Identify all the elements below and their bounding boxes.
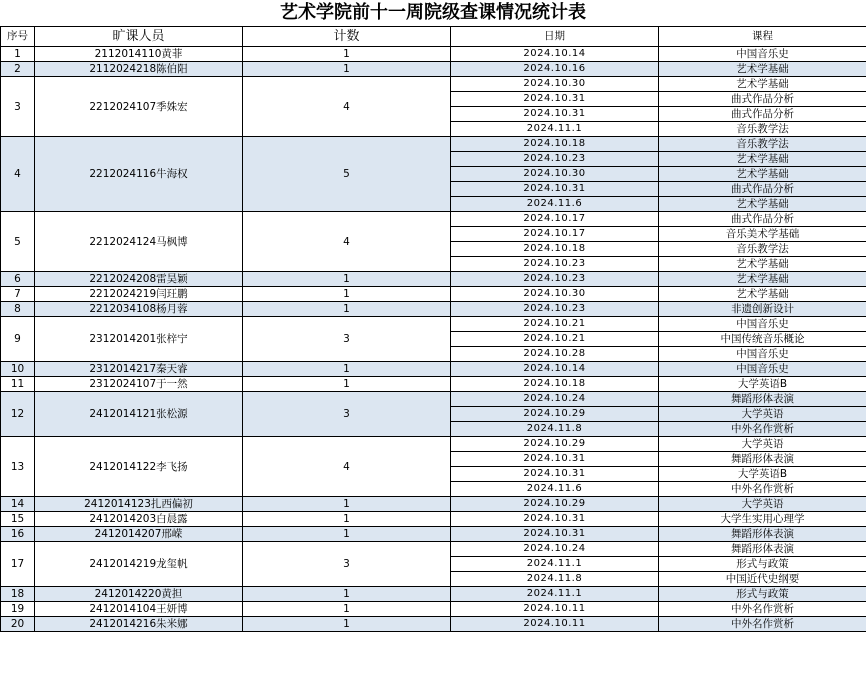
date-cell[interactable]: 2024.10.31 (451, 467, 659, 482)
course-cell[interactable]: 音乐教学法 (659, 122, 866, 137)
table-row (1, 437, 866, 452)
count-cell[interactable]: 4 (243, 212, 451, 272)
row-number-cell[interactable]: 13 (1, 437, 35, 497)
course-cell[interactable]: 舞蹈形体表演 (659, 542, 866, 557)
date-cell[interactable]: 2024.10.30 (451, 287, 659, 302)
row-number-cell[interactable]: 1 (1, 47, 35, 62)
table-body (1, 47, 866, 632)
count-cell[interactable]: 3 (243, 542, 451, 587)
course-cell[interactable]: 曲式作品分析 (659, 182, 866, 197)
course-cell[interactable]: 中外名作赏析 (659, 617, 866, 632)
row-number-cell[interactable]: 16 (1, 527, 35, 542)
student-cell[interactable]: 2212034108杨月蓉 (35, 302, 243, 317)
course-cell[interactable]: 大学英语B (659, 467, 866, 482)
count-cell[interactable]: 4 (243, 77, 451, 137)
header-course[interactable]: 课程 (659, 27, 866, 47)
course-cell[interactable]: 大学英语 (659, 497, 866, 512)
row-number-cell[interactable]: 20 (1, 617, 35, 632)
attendance-table (0, 26, 866, 632)
count-cell[interactable]: 3 (243, 317, 451, 362)
count-cell[interactable]: 3 (243, 392, 451, 437)
date-cell[interactable]: 2024.10.31 (451, 182, 659, 197)
date-cell[interactable]: 2024.10.31 (451, 107, 659, 122)
row-number-cell[interactable]: 11 (1, 377, 35, 392)
date-cell[interactable]: 2024.10.29 (451, 497, 659, 512)
table-row (1, 47, 866, 62)
date-cell[interactable]: 2024.10.31 (451, 92, 659, 107)
row-number-cell[interactable]: 18 (1, 587, 35, 602)
student-cell[interactable]: 2112014110黄菲 (35, 47, 243, 62)
course-cell[interactable]: 艺术学基础 (659, 257, 866, 272)
student-cell[interactable]: 2412014121张松源 (35, 392, 243, 437)
course-cell[interactable]: 中国音乐史 (659, 362, 866, 377)
student-cell[interactable]: 2312024107于一然 (35, 377, 243, 392)
student-cell[interactable]: 2412014104王妍博 (35, 602, 243, 617)
row-number-cell[interactable]: 17 (1, 542, 35, 587)
row-number-cell[interactable]: 10 (1, 362, 35, 377)
student-cell[interactable]: 2112024218陈伯阳 (35, 62, 243, 77)
date-cell[interactable]: 2024.10.23 (451, 302, 659, 317)
date-cell[interactable]: 2024.10.18 (451, 377, 659, 392)
table-row (1, 587, 866, 602)
student-cell[interactable]: 2412014216朱米娜 (35, 617, 243, 632)
date-cell[interactable]: 2024.10.23 (451, 272, 659, 287)
table-row (1, 137, 866, 152)
course-cell[interactable]: 艺术学基础 (659, 167, 866, 182)
count-cell[interactable]: 1 (243, 602, 451, 617)
course-cell[interactable]: 艺术学基础 (659, 197, 866, 212)
date-cell[interactable]: 2024.10.30 (451, 77, 659, 92)
table-row (1, 617, 866, 632)
row-number-cell[interactable]: 6 (1, 272, 35, 287)
count-cell[interactable]: 1 (243, 497, 451, 512)
student-cell[interactable]: 2212024208雷昊颖 (35, 272, 243, 287)
date-cell[interactable]: 2024.11.8 (451, 572, 659, 587)
course-cell[interactable]: 中国音乐史 (659, 47, 866, 62)
row-number-cell[interactable]: 4 (1, 137, 35, 212)
count-cell[interactable]: 1 (243, 287, 451, 302)
course-cell[interactable]: 艺术学基础 (659, 152, 866, 167)
course-cell[interactable]: 艺术学基础 (659, 272, 866, 287)
date-cell[interactable]: 2024.10.31 (451, 512, 659, 527)
course-cell[interactable]: 音乐教学法 (659, 137, 866, 152)
date-cell[interactable]: 2024.10.11 (451, 617, 659, 632)
table-row (1, 362, 866, 377)
header-name[interactable]: 旷课人员 (35, 27, 243, 47)
date-cell[interactable]: 2024.11.1 (451, 557, 659, 572)
course-cell[interactable]: 大学生实用心理学 (659, 512, 866, 527)
course-cell[interactable]: 曲式作品分析 (659, 107, 866, 122)
header-row (1, 27, 866, 47)
course-cell[interactable]: 曲式作品分析 (659, 212, 866, 227)
date-cell[interactable]: 2024.10.17 (451, 227, 659, 242)
count-cell[interactable]: 4 (243, 437, 451, 497)
course-cell[interactable]: 曲式作品分析 (659, 92, 866, 107)
date-cell[interactable]: 2024.10.18 (451, 137, 659, 152)
count-cell[interactable]: 1 (243, 587, 451, 602)
course-cell[interactable]: 艺术学基础 (659, 62, 866, 77)
course-cell[interactable]: 大学英语 (659, 437, 866, 452)
course-cell[interactable]: 舞蹈形体表演 (659, 452, 866, 467)
course-cell[interactable]: 中外名作赏析 (659, 602, 866, 617)
table-row (1, 302, 866, 317)
date-cell[interactable]: 2024.10.29 (451, 437, 659, 452)
course-cell[interactable]: 中国传统音乐概论 (659, 332, 866, 347)
header-date[interactable]: 日期 (451, 27, 659, 47)
course-cell[interactable]: 形式与政策 (659, 587, 866, 602)
count-cell[interactable]: 1 (243, 512, 451, 527)
row-number-cell[interactable]: 8 (1, 302, 35, 317)
date-cell[interactable]: 2024.10.31 (451, 527, 659, 542)
date-cell[interactable]: 2024.10.23 (451, 152, 659, 167)
course-cell[interactable]: 中外名作赏析 (659, 482, 866, 497)
count-cell[interactable]: 1 (243, 377, 451, 392)
table-row (1, 212, 866, 227)
course-cell[interactable]: 中国音乐史 (659, 347, 866, 362)
date-cell[interactable]: 2024.10.30 (451, 167, 659, 182)
student-cell[interactable]: 2312014217秦天睿 (35, 362, 243, 377)
row-number-cell[interactable]: 9 (1, 317, 35, 362)
course-cell[interactable]: 大学英语B (659, 377, 866, 392)
table-row (1, 317, 866, 332)
student-cell[interactable]: 2412014207邢嵘 (35, 527, 243, 542)
date-cell[interactable]: 2024.10.31 (451, 452, 659, 467)
row-number-cell[interactable]: 2 (1, 62, 35, 77)
date-cell[interactable]: 2024.10.14 (451, 362, 659, 377)
course-cell[interactable]: 非遗创新设计 (659, 302, 866, 317)
course-cell[interactable]: 形式与政策 (659, 557, 866, 572)
table-row (1, 512, 866, 527)
row-number-cell[interactable]: 12 (1, 392, 35, 437)
date-cell[interactable]: 2024.10.18 (451, 242, 659, 257)
table-row (1, 602, 866, 617)
table-row (1, 542, 866, 557)
sheet-title: 艺术学院前十一周院级查课情况统计表 (280, 2, 586, 23)
row-number-cell[interactable]: 15 (1, 512, 35, 527)
course-cell[interactable]: 艺术学基础 (659, 77, 866, 92)
count-cell[interactable]: 5 (243, 137, 451, 212)
course-cell[interactable]: 大学英语 (659, 407, 866, 422)
date-cell[interactable]: 2024.11.6 (451, 197, 659, 212)
row-number-cell[interactable]: 14 (1, 497, 35, 512)
table-row (1, 77, 866, 92)
date-cell[interactable]: 2024.11.6 (451, 482, 659, 497)
row-number-cell[interactable]: 19 (1, 602, 35, 617)
course-cell[interactable]: 中国音乐史 (659, 317, 866, 332)
table-row (1, 497, 866, 512)
course-cell[interactable]: 舞蹈形体表演 (659, 527, 866, 542)
date-cell[interactable]: 2024.11.1 (451, 587, 659, 602)
student-cell[interactable]: 2412014122李飞扬 (35, 437, 243, 497)
course-cell[interactable]: 艺术学基础 (659, 287, 866, 302)
row-number-cell[interactable]: 3 (1, 77, 35, 137)
student-cell[interactable]: 2312014201张梓宁 (35, 317, 243, 362)
date-cell[interactable]: 2024.10.21 (451, 317, 659, 332)
course-cell[interactable]: 音乐教学法 (659, 242, 866, 257)
course-cell[interactable]: 中外名作赏析 (659, 422, 866, 437)
date-cell[interactable]: 2024.10.24 (451, 542, 659, 557)
student-cell[interactable]: 2412014203白晨露 (35, 512, 243, 527)
course-cell[interactable]: 中国近代史纲要 (659, 572, 866, 587)
table-row (1, 527, 866, 542)
table-row (1, 377, 866, 392)
date-cell[interactable]: 2024.11.8 (451, 422, 659, 437)
student-cell[interactable]: 2412014123扎西偏初 (35, 497, 243, 512)
course-cell[interactable]: 舞蹈形体表演 (659, 392, 866, 407)
count-cell[interactable]: 1 (243, 47, 451, 62)
date-cell[interactable]: 2024.10.17 (451, 212, 659, 227)
count-cell[interactable]: 1 (243, 62, 451, 77)
date-cell[interactable]: 2024.11.1 (451, 122, 659, 137)
row-number-cell[interactable]: 5 (1, 212, 35, 272)
count-cell[interactable]: 1 (243, 362, 451, 377)
table-row (1, 62, 866, 77)
count-cell[interactable]: 1 (243, 272, 451, 287)
date-cell[interactable]: 2024.10.23 (451, 257, 659, 272)
count-cell[interactable]: 1 (243, 617, 451, 632)
row-number-cell[interactable]: 7 (1, 287, 35, 302)
date-cell[interactable]: 2024.10.11 (451, 602, 659, 617)
student-cell[interactable]: 2212024124马枫博 (35, 212, 243, 272)
date-cell[interactable]: 2024.10.28 (451, 347, 659, 362)
count-cell[interactable]: 1 (243, 527, 451, 542)
table-row (1, 272, 866, 287)
date-cell[interactable]: 2024.10.24 (451, 392, 659, 407)
date-cell[interactable]: 2024.10.21 (451, 332, 659, 347)
student-cell[interactable]: 2412014219龙玺帆 (35, 542, 243, 587)
date-cell[interactable]: 2024.10.16 (451, 62, 659, 77)
course-cell[interactable]: 音乐美术学基础 (659, 227, 866, 242)
date-cell[interactable]: 2024.10.29 (451, 407, 659, 422)
student-cell[interactable]: 2212024107季姝宏 (35, 77, 243, 137)
count-cell[interactable]: 1 (243, 302, 451, 317)
date-cell[interactable]: 2024.10.14 (451, 47, 659, 62)
table-row (1, 392, 866, 407)
header-no[interactable]: 序号 (1, 27, 35, 47)
student-cell[interactable]: 2212024219闫玨鹏 (35, 287, 243, 302)
student-cell[interactable]: 2212024116牛海权 (35, 137, 243, 212)
header-count[interactable]: 计数 (243, 27, 451, 47)
student-cell[interactable]: 2412014220黄担 (35, 587, 243, 602)
table-row (1, 287, 866, 302)
